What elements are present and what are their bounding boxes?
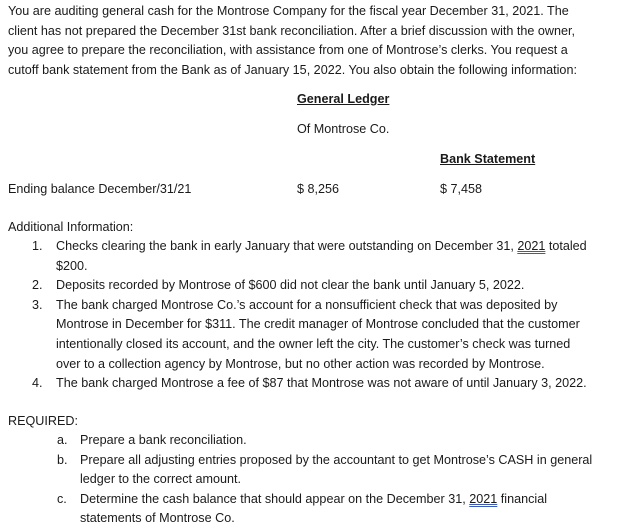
additional-info-list [32,237,587,394]
list-item-text [80,451,592,490]
bank-ending-balance: $ 7,458 [440,182,483,196]
list-item-line: ledger to the correct amount. [80,472,242,487]
list-item-line: Deposits recorded by Montrose of $600 did not clear the bank until January 5, 2022. [56,278,525,293]
list-item-line: Prepare all adjusting entries proposed by the accountant to get Montrose’s CASH in general [80,452,593,467]
list-item-line: over to a collection agency by Montrose, but no other action was recorded by Montrose. [56,356,545,371]
list-item-line [56,237,587,257]
list-item [32,296,587,374]
list-item-text [80,490,592,529]
intro-paragraph [8,2,634,80]
list-item-line-text: Determine the cash balance that should appear on the December 31, 2021 financial [80,491,548,506]
list-item-line: Prepare a bank reconciliation. [80,433,247,447]
intro-line: you agree to prepare the reconciliation, with assistance from one of Montrose’s clerks. You request a [8,43,568,58]
general-ledger-header: General Ledger [297,92,390,106]
list-item-letter: b. [57,452,68,467]
list-item-number: 2. [32,278,43,293]
list-item [32,237,587,276]
spellcheck-marked-word: 2021 [469,491,498,506]
list-item [57,431,592,451]
required-list [57,431,592,529]
list-item [32,374,587,394]
list-item-line: statements of Montrose Co. [80,511,235,526]
list-item [57,490,592,529]
list-item-text [56,237,587,276]
list-item-line: Montrose in December for $311. The credit manager of Montrose concluded that the customer [56,317,580,332]
bank-statement-header: Bank Statement [440,152,536,166]
additional-info-heading: Additional Information: [8,220,134,234]
intro-line: cutoff bank statement from the Bank as of January 15, 2022. You also obtain the following information: [8,62,577,77]
list-item-line: The bank charged Montrose a fee of $87 that Montrose was not aware of until January 3, 2022. [56,376,587,391]
ending-balance-label: Ending balance December/31/21 [8,182,192,196]
list-item-text [80,431,592,451]
required-heading: REQUIRED: [8,414,78,428]
spellcheck-marked-word: 2021 [517,239,546,253]
general-ledger-subheader: Of Montrose Co. [297,122,390,136]
list-item-number: 1. [32,239,43,253]
list-item-line: $200. [56,258,88,273]
intro-line: You are auditing general cash for the Montrose Company for the fiscal year December 31, 2021. The [8,4,569,18]
list-item [32,276,587,296]
list-item-letter: a. [57,433,68,447]
list-item [57,451,592,490]
list-item-line [80,490,592,510]
list-item-text [56,296,587,374]
ledger-ending-balance: $ 8,256 [297,182,340,196]
list-item-line-text: Checks clearing the bank in early January that were outstanding on December 31, 2021 totaled [56,239,587,253]
intro-line: client has not prepared the December 31st bank reconciliation. After a brief discussion with the owner, [8,23,576,38]
list-item-text [56,276,587,296]
list-item-text [56,374,587,394]
list-item-line: The bank charged Montrose Co.’s account for a nonsufficient check that was deposited by [56,297,558,312]
list-item-letter: c. [57,491,67,506]
list-item-number: 4. [32,376,43,391]
list-item-line: intentionally closed its account, and the owner left the city. The customer’s check was turned [56,336,571,351]
list-item-number: 3. [32,297,43,312]
